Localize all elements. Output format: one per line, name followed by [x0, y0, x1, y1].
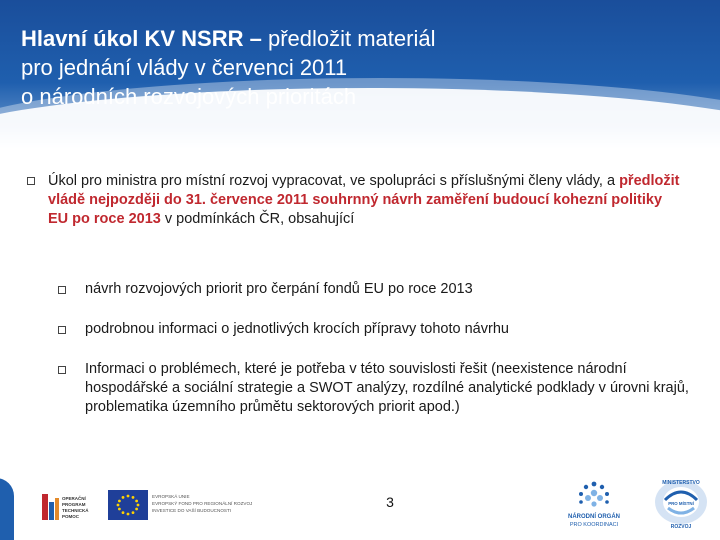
- main-bullet-highlight: předložit vládě nejpozději do 31. července 2011 souhrnný návrh zaměření budoucí kohezní politiky EU po roce 2013: [48, 173, 680, 227]
- main-bullet: [26, 172, 686, 229]
- svg-text:POMOC: POMOC: [62, 514, 80, 519]
- sub-bullet-text: návrh rozvojových priorit pro čerpání fondů EU po roce 2013: [85, 281, 473, 297]
- narodni-organ-logo: [552, 478, 636, 530]
- svg-text:OPERAČNÍ: OPERAČNÍ: [62, 496, 86, 501]
- svg-text:INVESTICE DO VAŠÍ BUDOUCNOSTI: INVESTICE DO VAŠÍ BUDOUCNOSTI: [152, 508, 232, 513]
- svg-text:PROGRAM: PROGRAM: [62, 502, 86, 507]
- square-bullet-icon: [58, 286, 66, 294]
- square-bullet-icon: [58, 326, 66, 334]
- op-technicka-pomoc-logo: [40, 490, 100, 524]
- square-bullet-icon: [27, 177, 35, 185]
- main-bullet-text-2: v podmínkách ČR, obsahující: [160, 211, 355, 227]
- title-bold: Hlavní úkol KV NSRR –: [21, 26, 262, 51]
- svg-text:ROZVOJ: ROZVOJ: [670, 524, 692, 530]
- main-bullet-text-1: Úkol pro ministra pro místní rozvoj vypracovat, ve spolupráci s příslušnými členy vlády, a: [48, 173, 620, 189]
- slide-title: [21, 24, 701, 111]
- square-bullet-icon: [58, 366, 66, 374]
- svg-text:PRO MÍSTNÍ: PRO MÍSTNÍ: [668, 501, 694, 506]
- footer-corner-tab: [0, 478, 14, 540]
- sub-bullet-text: Informaci o problémech, které je potřeba v této souvislosti řešit (neexistence národní hospodářské a sociální strategie a SWOT analýzy, rozdílné analytické podklady v úrovni krajů, problematika územního průmětu sektorových priorit apod.): [85, 361, 689, 415]
- svg-text:EVROPSKÝ FOND PRO REGIONÁLNÍ R: EVROPSKÝ FOND PRO REGIONÁLNÍ ROZVOJ: [152, 501, 253, 506]
- sub-bullet-text: podrobnou informaci o jednotlivých krocích přípravy tohoto návrhu: [85, 321, 509, 337]
- svg-text:MINISTERSTVO: MINISTERSTVO: [662, 480, 700, 486]
- title-line-3: o národních rozvojových prioritách: [21, 84, 357, 109]
- title-line-1-rest: předložit materiál: [261, 26, 436, 51]
- svg-text:TECHNICKÁ: TECHNICKÁ: [62, 508, 89, 513]
- title-line-2: pro jednání vlády v červenci 2011: [21, 55, 348, 80]
- sub-bullet-3: [57, 360, 705, 417]
- sub-bullet-2: [57, 320, 705, 339]
- svg-text:PRO KOORDINACI: PRO KOORDINACI: [569, 522, 619, 528]
- eu-fund-text-logo: [152, 492, 262, 518]
- svg-text:NÁRODNÍ ORGÁN: NÁRODNÍ ORGÁN: [568, 514, 620, 520]
- page-number: 3: [386, 494, 394, 510]
- ministerstvo-pro-mistni-rozvoj-logo: [646, 470, 716, 532]
- title-line-1: [21, 24, 701, 53]
- svg-text:EVROPSKÁ UNIE: EVROPSKÁ UNIE: [152, 494, 190, 499]
- eu-flag-icon: [108, 490, 148, 520]
- sub-bullet-1: [57, 280, 705, 299]
